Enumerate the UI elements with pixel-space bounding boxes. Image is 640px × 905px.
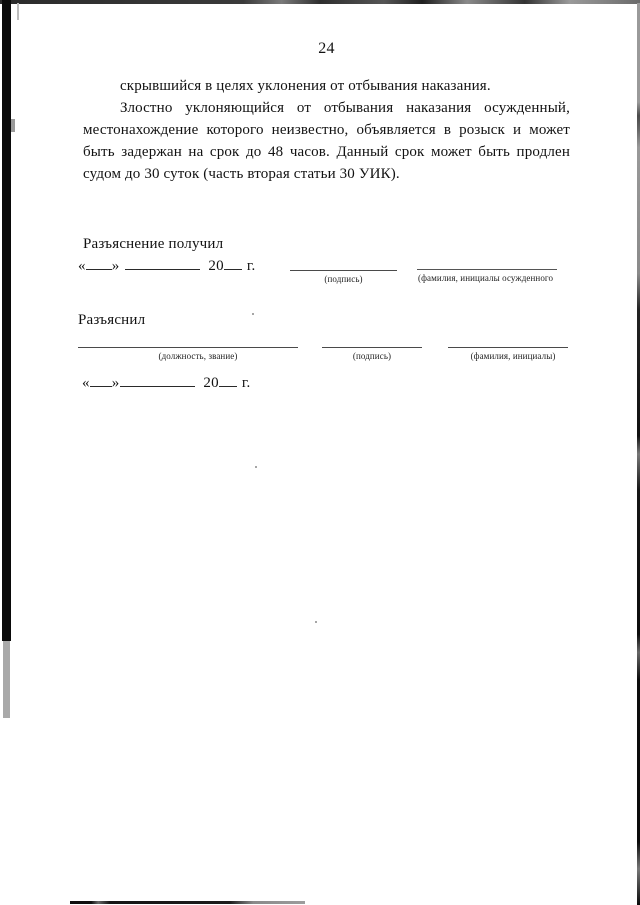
scan-edge-left [2, 0, 11, 641]
surname-initials-label: (фамилия, инициалы) [470, 351, 556, 361]
explained-heading: Разъяснил [78, 312, 146, 328]
quote-close: » [111, 258, 120, 274]
year-blank-field [219, 373, 237, 387]
day-blank-field [90, 373, 112, 387]
body-line: местонахождение которого неизвестно, объявляется в розыск и может [83, 122, 570, 138]
scan-speck [255, 466, 257, 468]
body-text [83, 75, 570, 185]
scan-edge-top [0, 0, 640, 4]
year-blank-field [224, 256, 242, 270]
page-number: 24 [318, 40, 335, 57]
position-rank-label: (должность, звание) [158, 351, 238, 361]
signature-label: (подпись) [324, 274, 363, 284]
quote-open: « [82, 375, 90, 391]
month-blank-field [120, 373, 195, 387]
scan-speck [252, 313, 254, 315]
day-blank-field [86, 256, 112, 270]
date-line-explained [82, 373, 250, 392]
year-prefix: 20 [203, 375, 219, 391]
scan-speck [315, 621, 317, 623]
quote-open: « [78, 258, 86, 274]
scan-edge-left-fade [3, 641, 10, 718]
signature-label: (подпись) [352, 351, 392, 361]
body-line: Злостно уклоняющийся от отбывания наказания осужденный, [120, 100, 570, 116]
year-suffix: г. [241, 375, 251, 391]
received-heading: Разъяснение получил [83, 236, 224, 252]
body-line: судом до 30 суток (часть вторая статьи 30 УИК). [83, 166, 400, 182]
date-line-received [78, 256, 255, 275]
quote-close: » [111, 375, 120, 391]
signature-line-official [322, 333, 422, 348]
scan-artifact-line [17, 3, 19, 20]
scan-artifact-notch [11, 119, 15, 132]
month-blank-field [125, 256, 200, 270]
surname-convict-label: (фамилия, инициалы осужденного [418, 273, 554, 283]
year-suffix: г. [246, 258, 256, 274]
year-prefix: 20 [208, 258, 224, 274]
scan-edge-bottom [70, 901, 305, 904]
body-line: скрывшийся в целях уклонения от отбывания наказания. [120, 78, 491, 94]
body-line: быть задержан на срок до 48 часов. Данный срок может быть продлен [83, 144, 570, 160]
surname-line-official [448, 333, 568, 348]
position-rank-line [78, 333, 298, 348]
signature-line-convict [290, 256, 397, 271]
surname-line-convict [417, 255, 557, 270]
